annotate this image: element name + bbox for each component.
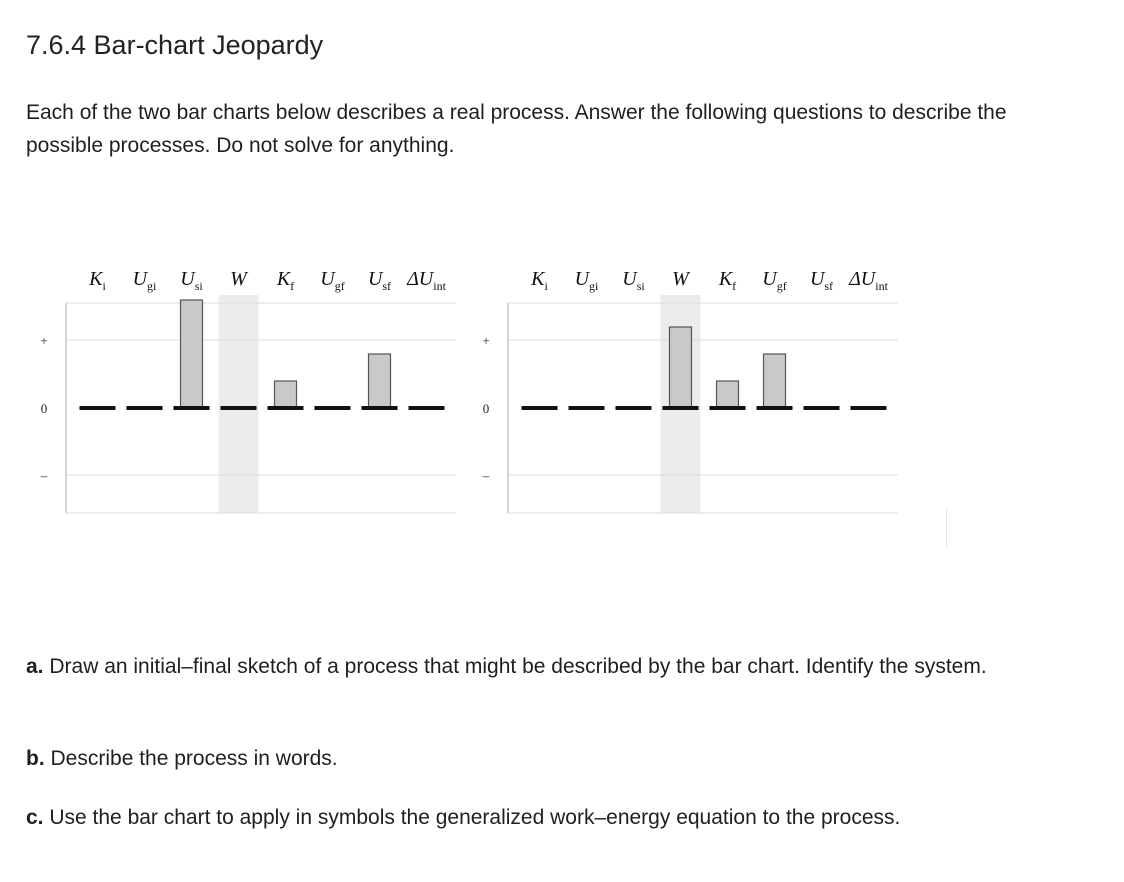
bar-chart-2 (478, 255, 938, 525)
bar-chart-2-svg (478, 255, 938, 525)
category-label: $K_f$ (718, 268, 737, 293)
bar (369, 354, 391, 408)
bar (670, 327, 692, 408)
question-b-letter: b. (26, 747, 45, 770)
bar (717, 381, 739, 408)
category-label: $K_i$ (531, 268, 548, 293)
category-label: $\Delta U_{int}$ (407, 268, 446, 293)
bar (275, 381, 297, 408)
divider-line (946, 508, 947, 548)
category-label: $U_{gf}$ (320, 268, 345, 293)
category-label: $\Delta U_{int}$ (849, 268, 888, 293)
y-tick-label: + (482, 333, 490, 348)
question-a (26, 650, 1096, 683)
highlight-column-W (219, 295, 259, 513)
bar-chart-1 (36, 255, 496, 525)
question-b (26, 742, 1096, 775)
category-label: $U_{sf}$ (367, 268, 392, 293)
category-label: W (672, 268, 689, 290)
y-tick-label: – (40, 468, 48, 483)
category-label: $K_i$ (89, 268, 106, 293)
bar (764, 354, 786, 408)
category-label: $K_f$ (276, 268, 295, 293)
category-label: $U_{gi}$ (132, 268, 157, 293)
intro-text: Each of the two bar charts below describes a real process. Answer the following questions to describe the possible processes. Do not solve for anything. (26, 101, 1007, 157)
category-label: $U_{gf}$ (762, 268, 787, 293)
page-title: 7.6.4 Bar-chart Jeopardy (26, 30, 324, 60)
y-tick-label: 0 (40, 401, 48, 416)
question-a-text: Draw an initial–final sketch of a process that might be described by the bar chart. Identify the system. (49, 655, 987, 678)
question-c (26, 801, 1096, 834)
y-tick-label: + (40, 333, 48, 348)
category-label: $U_{sf}$ (809, 268, 834, 293)
y-tick-label: 0 (482, 401, 490, 416)
y-tick-label: – (482, 468, 490, 483)
question-b-text: Describe the process in words. (50, 747, 338, 770)
category-label: $U_{gi}$ (574, 268, 599, 293)
question-c-letter: c. (26, 806, 44, 829)
category-label: $U_{si}$ (622, 268, 645, 293)
category-label: W (230, 268, 247, 290)
category-label: $U_{si}$ (180, 268, 203, 293)
question-c-text: Use the bar chart to apply in symbols the generalized work–energy equation to the process. (49, 806, 901, 829)
question-a-letter: a. (26, 655, 44, 678)
bar (181, 300, 203, 408)
bar-chart-1-svg (36, 255, 496, 525)
